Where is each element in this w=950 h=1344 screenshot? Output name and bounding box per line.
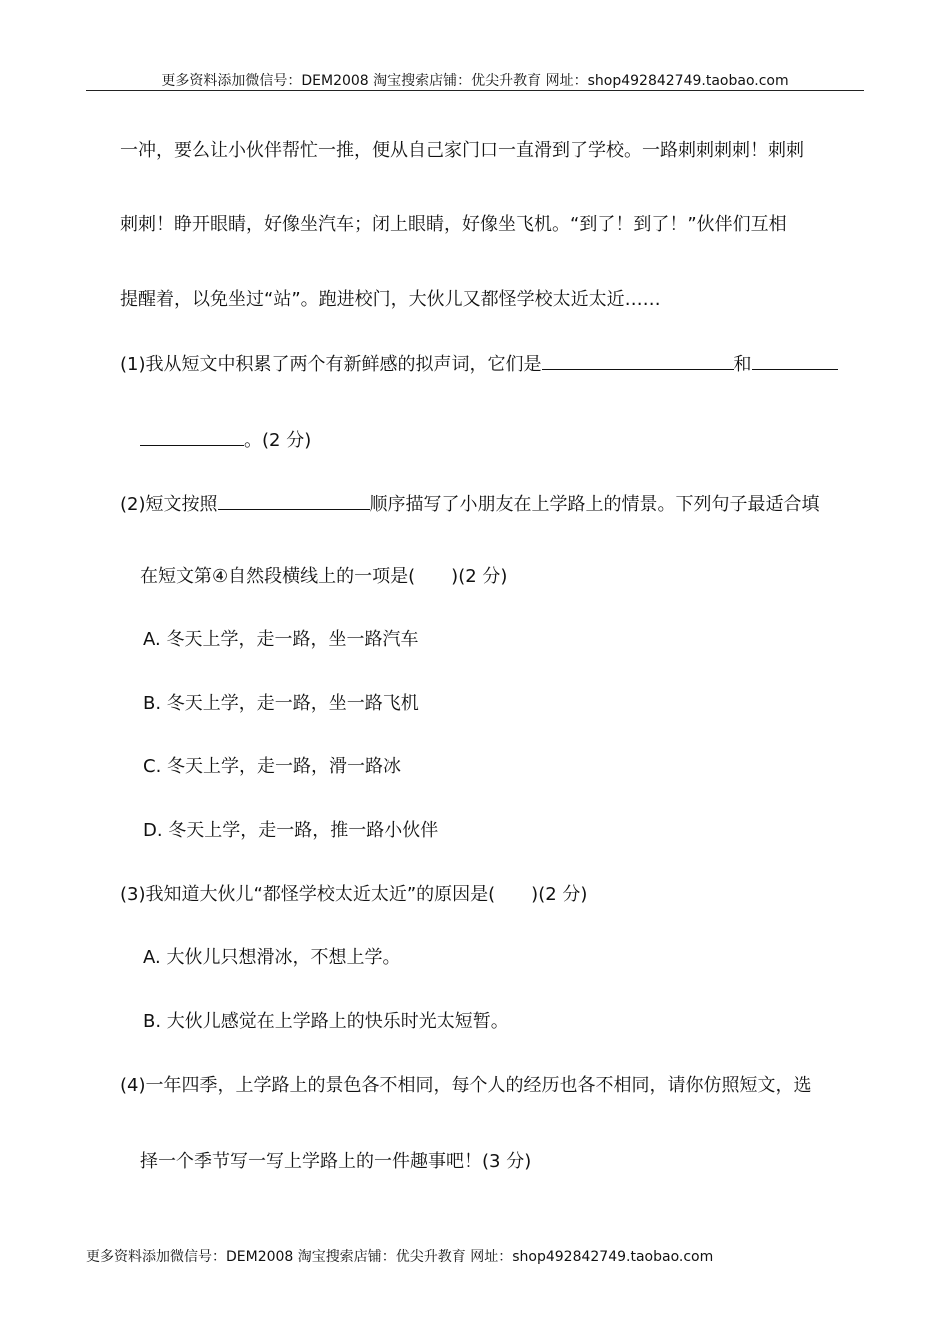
question-2-text: (2)短文按照 xyxy=(120,494,218,515)
question-4-line-1: (4)一年四季，上学路上的景色各不相同，每个人的经历也各不相同，请你仿照短文，选 xyxy=(120,1075,812,1096)
question-1-text: (1)我从短文中积累了两个有新鲜感的拟声词，它们是 xyxy=(120,354,542,375)
q3-option-a: A. 大伙儿只想滑冰，不想上学。 xyxy=(143,947,401,968)
question-2-line-2 xyxy=(140,565,507,589)
question-2-text-cont: 顺序描写了小朋友在上学路上的情景。下列句子最适合填 xyxy=(369,494,820,515)
question-1-score: 。(2 分) xyxy=(244,430,312,451)
question-3-score: )(2 分) xyxy=(531,884,588,905)
page-header: 更多资料添加微信号：DEM2008 淘宝搜索店铺：优尖升教育 网址：shop492842749.taobao.com xyxy=(161,73,789,89)
page-footer: 更多资料添加微信号：DEM2008 淘宝搜索店铺：优尖升教育 网址：shop492842749.taobao.com xyxy=(86,1249,714,1265)
question-2-score: )(2 分) xyxy=(451,566,508,587)
question-4-line-2: 择一个季节写一写上学路上的一件趣事吧！(3 分) xyxy=(140,1151,532,1172)
question-1-line-1 xyxy=(120,351,838,377)
q2-option-d: D. 冬天上学，走一路，推一路小伙伴 xyxy=(143,820,439,841)
q2-option-b: B. 冬天上学，走一路，坐一路飞机 xyxy=(143,693,419,714)
q2-option-a: A. 冬天上学，走一路，坐一路汽车 xyxy=(143,629,419,650)
passage-line-3: 提醒着，以免坐过“站”。跑进校门，大伙儿又都怪学校太近太近…… xyxy=(120,289,661,310)
header-divider xyxy=(86,90,864,91)
question-2-prompt: 在短文第④自然段横线上的一项是( xyxy=(140,566,416,587)
question-1-line-2 xyxy=(140,427,311,453)
q2-option-c: C. 冬天上学，走一路，滑一路冰 xyxy=(143,756,402,777)
passage-line-1: 一冲，要么让小伙伴帮忙一推，便从自己家门口一直滑到了学校。一路刺刺刺刺！刺刺 xyxy=(120,140,804,161)
question-1-and: 和 xyxy=(733,354,752,375)
answer-blank-2-cont[interactable] xyxy=(140,427,244,446)
answer-blank-1[interactable] xyxy=(542,351,734,370)
answer-blank-3[interactable] xyxy=(218,491,370,510)
question-3-text: (3)我知道大伙儿“都怪学校太近太近”的原因是( xyxy=(120,884,496,905)
question-2-line-1 xyxy=(120,491,820,517)
passage-line-2: 刺刺！睁开眼睛，好像坐汽车；闭上眼睛，好像坐飞机。“到了！到了！”伙伴们互相 xyxy=(120,214,787,235)
q3-option-b: B. 大伙儿感觉在上学路上的快乐时光太短暂。 xyxy=(143,1011,509,1032)
answer-blank-2[interactable] xyxy=(752,351,838,370)
question-3-line xyxy=(120,883,587,907)
